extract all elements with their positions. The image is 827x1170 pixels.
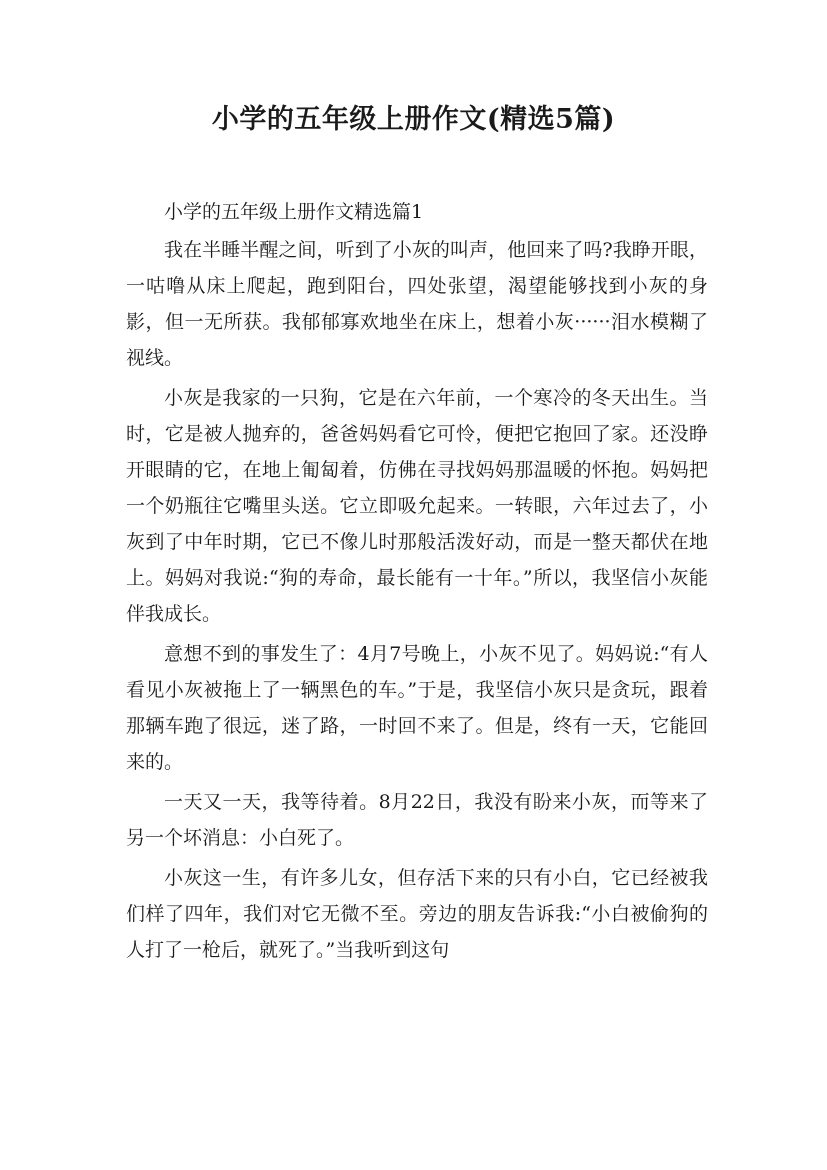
paragraph: 意想不到的事发生了：4月7号晚上，小灰不见了。妈妈说:“有人看见小灰被拖上了一辆黑色的车。”于是，我坚信小灰只是贪玩，跟着那辆车跑了很远，迷了路，一时回不来了。但是，终有一天，它能回来的。 [126, 643, 708, 773]
paragraph: 一天又一天，我等待着。8月22日，我没有盼来小灰，而等来了另一个坏消息：小白死了。 [126, 791, 708, 849]
document-body [126, 194, 708, 972]
paragraph: 小灰是我家的一只狗，它是在六年前，一个寒冷的冬天出生。当时，它是被人抛弃的，爸爸妈妈看它可怜，便把它抱回了家。还没睁开眼睛的它，在地上匍匐着，仿佛在寻找妈妈那温暖的怀抱。妈妈把一个奶瓶往它嘴里头送。它立即吸允起来。一转眼，六年过去了，小灰到了中年时期，它已不像儿时那般活泼好动，而是一整天都伏在地上。妈妈对我说:“狗的寿命，最长能有一十年。”所以，我坚信小灰能伴我成长。 [126, 387, 708, 625]
section-heading: 小学的五年级上册作文精选篇1 [164, 201, 424, 223]
paragraph: 小灰这一生，有许多儿女，但存活下来的只有小白，它已经被我们样了四年，我们对它无微不至。旁边的朋友告诉我:“小白被偷狗的人打了一枪后，就死了。”当我听到这句 [126, 867, 708, 961]
paragraph: 我在半睡半醒之间，听到了小灰的叫声，他回来了吗?我睁开眼，一咕噜从床上爬起，跑到阳台，四处张望，渴望能够找到小灰的身影，但一无所获。我郁郁寡欢地坐在床上，想着小灰······泪水模糊了视线。 [126, 239, 708, 369]
document-title: 小学的五年级上册作文(精选5篇) [211, 104, 616, 135]
